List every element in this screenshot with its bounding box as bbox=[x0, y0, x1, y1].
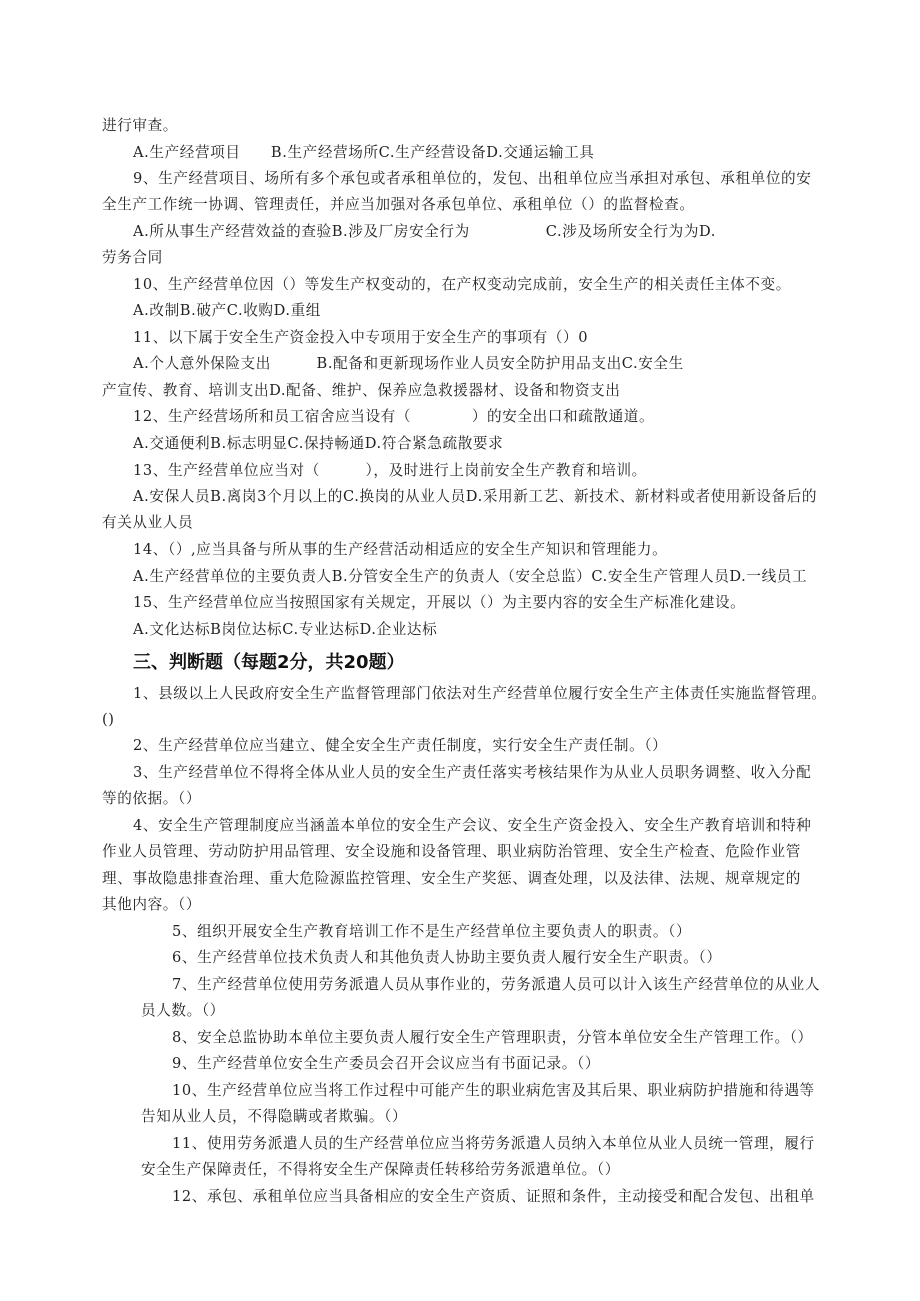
question-line: 10、生产经营单位因（）等发生产权变动的，在产权变动完成前，安全生产的相关责任主体不变。 bbox=[133, 276, 791, 293]
text-line: 有关从业人员 bbox=[102, 514, 194, 531]
option-line: A.交通便利B.标志明显C.保持畅通D.符合紧急疏散要求 bbox=[133, 435, 504, 452]
text-line: 进行审查。 bbox=[102, 117, 178, 134]
option-line: A.安保人员B.离岗3个月以上的C.换岗的从业人员D.采用新工艺、新技术、新材料或者使用新设备后的 bbox=[133, 488, 818, 505]
option-line: A.改制B.破产C.收购D.重组 bbox=[133, 302, 321, 319]
text-line: 告知从业人员，不得隐瞒或者欺骗。（） bbox=[141, 1108, 408, 1125]
question-line: 14、（）,应当具备与所从事的生产经营活动相适应的安全生产知识和管理能力。 bbox=[133, 541, 668, 558]
statement-line: 12、承包、承租单位应当具备相应的安全生产资质、证照和条件，主动接受和配合发包、出租单 bbox=[172, 1188, 815, 1205]
option-line: A.文化达标B岗位达标C.专业达标D.企业达标 bbox=[133, 621, 438, 638]
text-line: 全生产工作统一协调、管理责任，并应当加强对各承包单位、承租单位（）的监督检查。 bbox=[102, 196, 695, 213]
option-line: A.个人意外保险支出 B.配备和更新现场作业人员安全防护用品支出C.安全生 bbox=[133, 355, 684, 372]
text-line: 安全生产保障责任，不得将安全生产保障责任转移给劳务派遣单位。（） bbox=[141, 1161, 620, 1178]
text-line: 产宣传、教育、培训支出D.配备、维护、保养应急救援器材、设备和物资支出 bbox=[102, 382, 621, 399]
text-line: 劳务合同 bbox=[102, 249, 163, 266]
question-line: 13、生产经营单位应当对（ ），及时进行上岗前安全生产教育和培训。 bbox=[133, 462, 647, 479]
statement-line: 3、生产经营单位不得将全体从业人员的安全生产责任落实考核结果作为从业人员职务调整、收入分配 bbox=[133, 764, 812, 781]
option-line: A.生产经营单位的主要负责人B.分管安全生产的负责人（安全总监）C.安全生产管理人员D.一线员工 bbox=[133, 568, 808, 585]
question-line: 11、以下属于安全生产资金投入中专项用于安全生产的事项有（）0 bbox=[133, 329, 589, 346]
question-line: 15、生产经营单位应当按照国家有关规定，开展以（）为主要内容的安全生产标准化建设。 bbox=[133, 594, 746, 611]
text-line: 其他内容。（） bbox=[102, 896, 202, 913]
question-line: 12、生产经营场所和员工宿舍应当设有（ ）的安全出口和疏散通道。 bbox=[133, 408, 655, 425]
text-line: 作业人员管理、劳动防护用品管理、安全设施和设备管理、职业病防治管理、安全生产检查、危险作业管 bbox=[102, 843, 801, 860]
statement-line: 1、县级以上人民政府安全生产监督管理部门依法对生产经营单位履行安全生产主体责任实施监督管理。 bbox=[133, 685, 827, 702]
statement-line: 7、生产经营单位使用劳务派遣人员从事作业的，劳务派遣人员可以计入该生产经营单位的从业人 bbox=[172, 976, 821, 993]
section-heading: 三、判断题（每题2分，共20题） bbox=[133, 652, 405, 673]
text-line: 等的依据。（） bbox=[102, 790, 202, 807]
statement-line: 11、使用劳务派遣人员的生产经营单位应当将劳务派遣人员纳入本单位从业人员统一管理，履行 bbox=[172, 1135, 815, 1152]
text-line: 员人数。（） bbox=[141, 1002, 225, 1019]
option-line: A.所从事生产经营效益的查验B.涉及厂房安全行为 C.涉及场所安全行为为D. bbox=[133, 223, 717, 240]
option-line: A.生产经营项目 B.生产经营场所C.生产经营设备D.交通运输工具 bbox=[133, 144, 595, 161]
statement-line: 6、生产经营单位技术负责人和其他负责人协助主要负责人履行安全生产职责。（） bbox=[172, 949, 722, 966]
statement-line: 8、安全总监协助本单位主要负责人履行安全生产管理职责，分管本单位安全生产管理工作。（） bbox=[172, 1029, 813, 1046]
text-line: () bbox=[102, 711, 115, 728]
statement-line: 9、生产经营单位安全生产委员会召开会议应当有书面记录。（） bbox=[172, 1055, 601, 1072]
statement-line: 4、安全生产管理制度应当涵盖本单位的安全生产会议、安全生产资金投入、安全生产教育培训和特种 bbox=[133, 817, 812, 834]
statement-line: 2、生产经营单位应当建立、健全安全生产责任制度，实行安全生产责任制。（） bbox=[133, 737, 668, 754]
statement-line: 10、生产经营单位应当将工作过程中可能产生的职业病危害及其后果、职业病防护措施和待遇等 bbox=[172, 1082, 815, 1099]
question-line: 9、生产经营项目、场所有多个承包或者承租单位的，发包、出租单位应当承担对承包、承租单位的安 bbox=[133, 170, 812, 187]
text-line: 理、事故隐患排查治理、重大危险源监控管理、安全生产奖惩、调查处理，以及法律、法规、规章规定的 bbox=[102, 870, 801, 887]
statement-line: 5、组织开展安全生产教育培训工作不是生产经营单位主要负责人的职责。（） bbox=[172, 923, 692, 940]
